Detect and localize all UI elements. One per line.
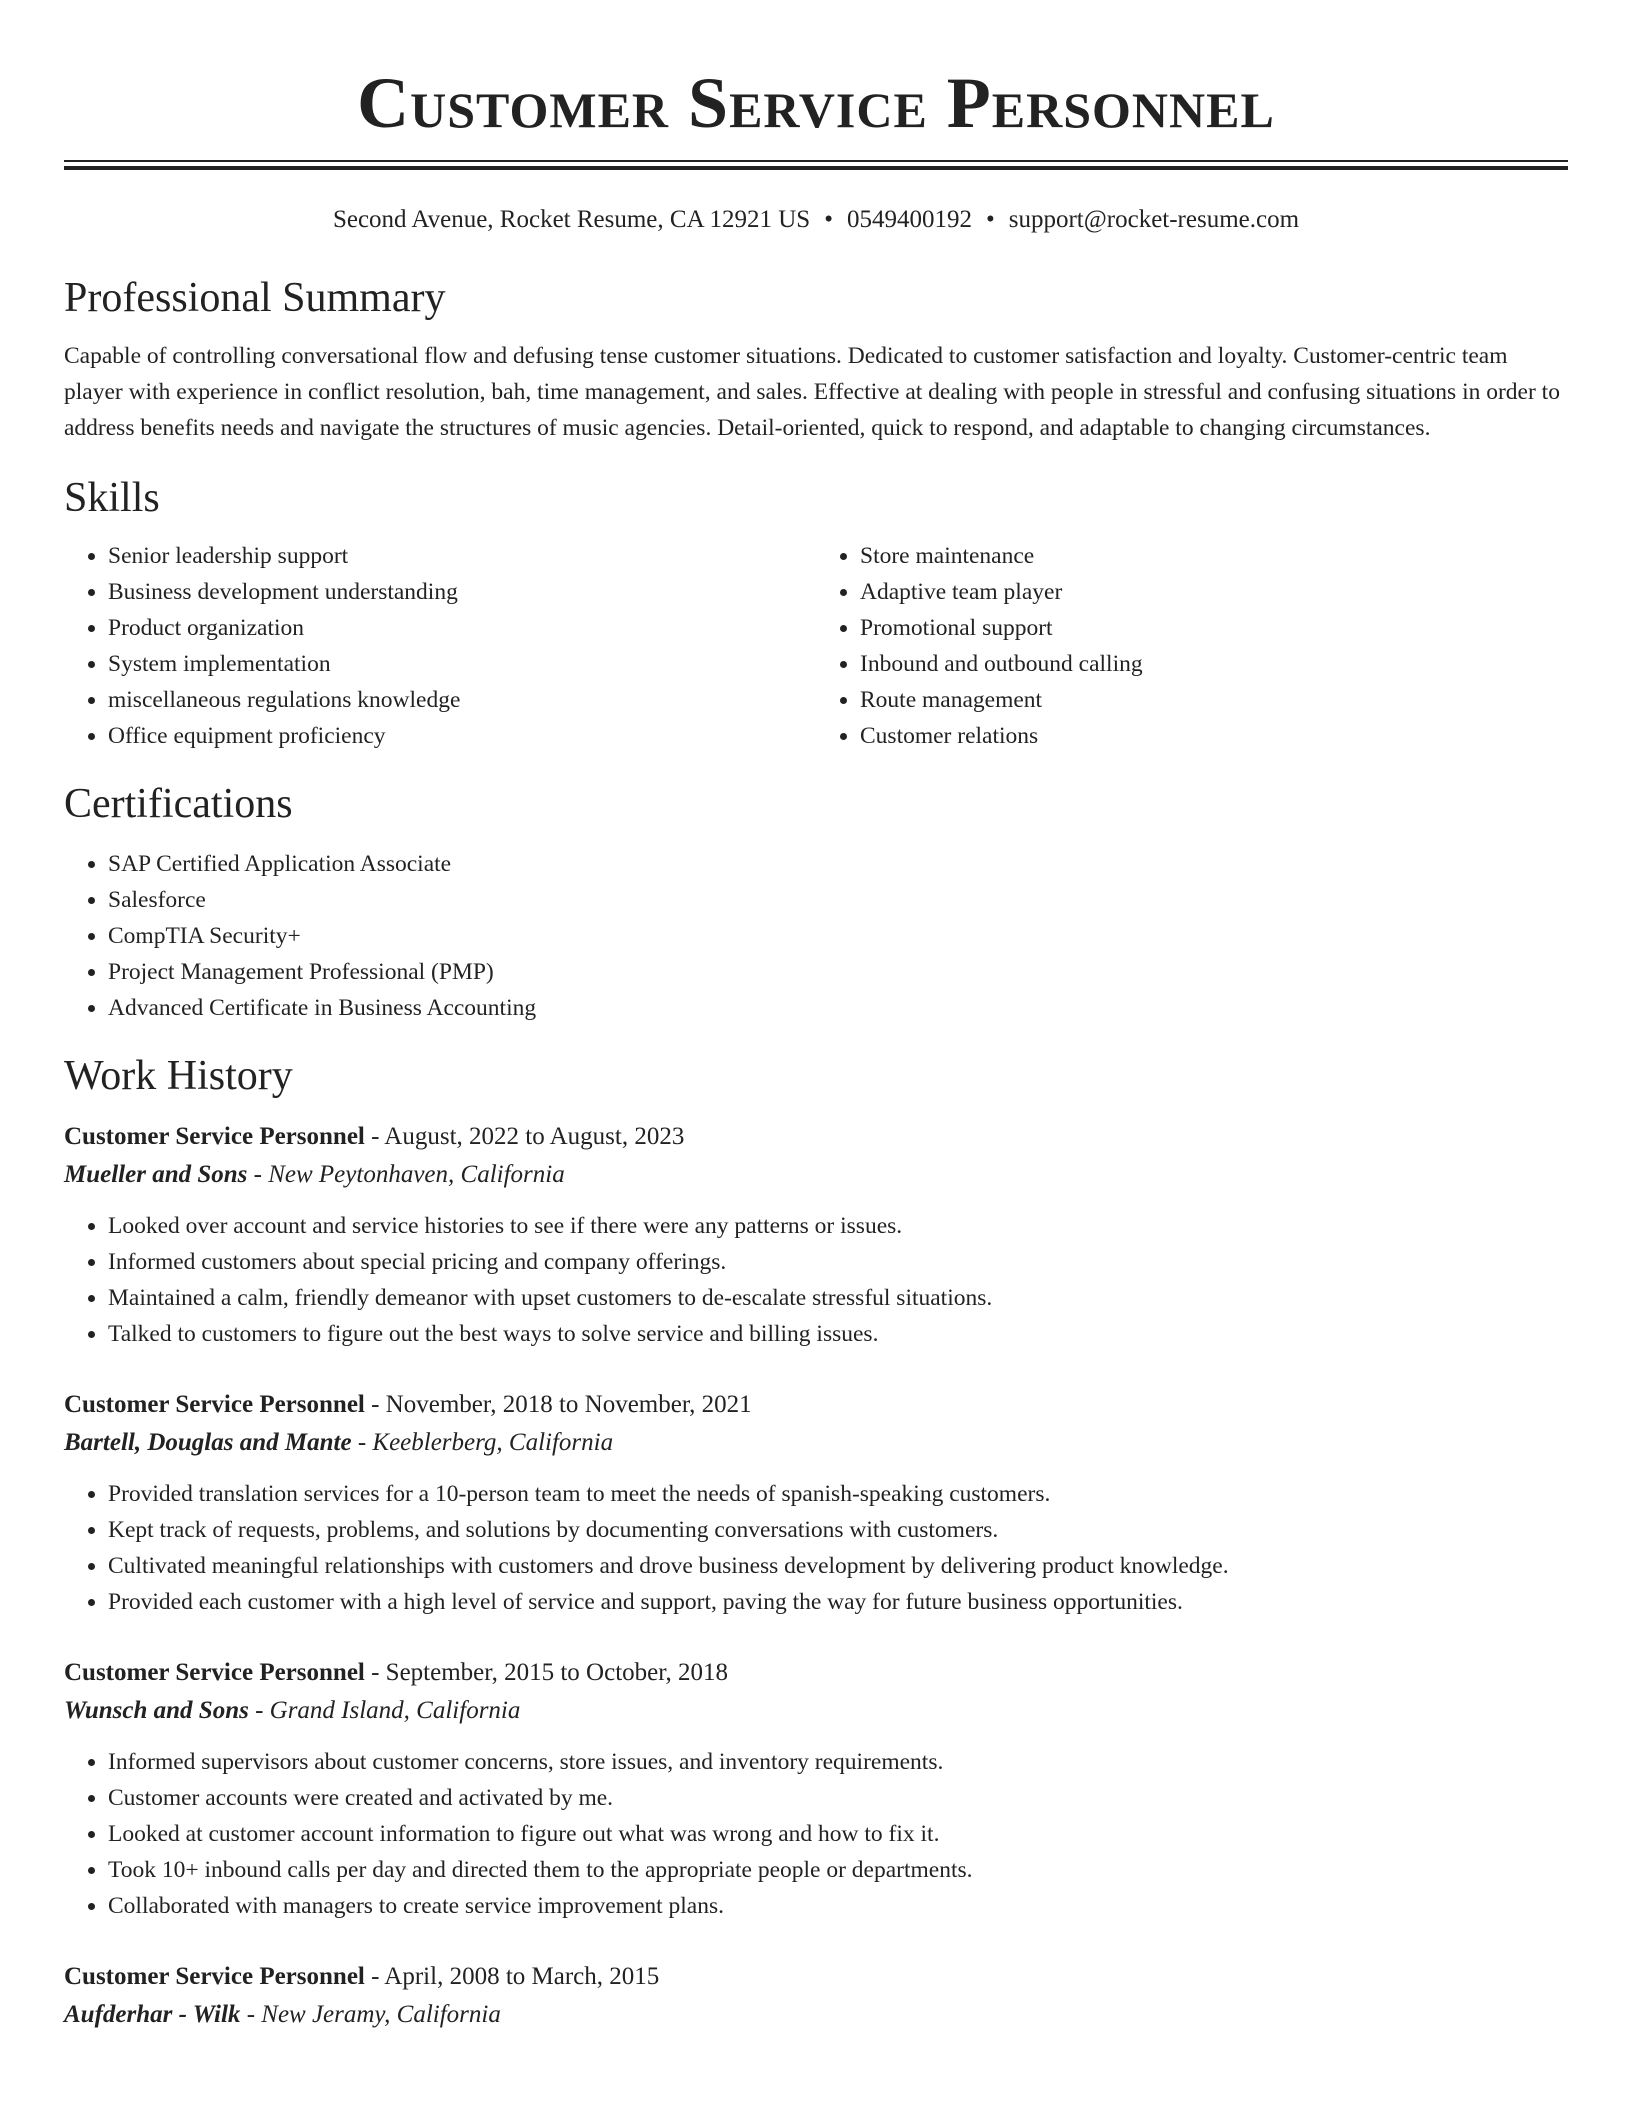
job-title: Customer Service Personnel xyxy=(64,1391,365,1418)
job-company: Mueller and Sons xyxy=(64,1161,248,1188)
skill-item: • Route management xyxy=(860,682,1568,718)
work-history-heading: Work History xyxy=(64,1053,293,1099)
job-dates: - August, 2022 to August, 2023 xyxy=(364,1123,685,1150)
job-location: - Grand Island, California xyxy=(248,1697,521,1724)
certification-item: • Salesforce xyxy=(108,882,1568,918)
job-bullet: • Kept track of requests, problems, and solutions by documenting conversations with customers. xyxy=(108,1512,1568,1548)
summary-heading: Professional Summary xyxy=(64,275,446,321)
skill-item: • Promotional support xyxy=(860,610,1568,646)
job-bullet: • Provided translation services for a 10-person team to meet the needs of spanish-speaking customers. xyxy=(108,1476,1568,1512)
skill-item: • System implementation xyxy=(108,646,816,682)
job-bullet: • Looked at customer account information to figure out what was wrong and how to fix it. xyxy=(108,1816,1568,1852)
summary-text: Capable of controlling conversational flow and defusing tense customer situations. Dedicated to customer satisfaction and loyalty. Customer-centric team player with experience in conflict resolution, bah, time management, and sales. Effective at dealing with people in stressful and confusing situations in order to address benefits needs and navigate the structures of music agencies. Detail-oriented, quick to respond, and adaptable to changing circumstances. xyxy=(64,343,1560,441)
job-company: Wunsch and Sons xyxy=(64,1697,249,1724)
job-bullet: • Informed customers about special pricing and company offerings. xyxy=(108,1244,1568,1280)
contact-phone: 0549400192 xyxy=(846,206,972,233)
skills-heading: Skills xyxy=(64,475,160,521)
job-location: - Keeblerberg, California xyxy=(351,1429,614,1456)
skill-item: • Store maintenance xyxy=(860,538,1568,574)
job-bullets xyxy=(64,1744,1568,1924)
job-bullet: • Cultivated meaningful relationships with customers and drove business development by delivering product knowledge. xyxy=(108,1548,1568,1584)
resume-name: Customer Service Personnel xyxy=(357,63,1275,143)
skill-item: • Customer relations xyxy=(860,718,1568,754)
skill-item: • Inbound and outbound calling xyxy=(860,646,1568,682)
job-bullet: • Talked to customers to figure out the best ways to solve service and billing issues. xyxy=(108,1316,1568,1352)
job-entry xyxy=(64,1654,1568,1924)
skill-item: • Senior leadership support xyxy=(108,538,816,574)
job-company-line xyxy=(64,1424,1568,1462)
certifications-list xyxy=(64,846,1568,1026)
skill-item: • Product organization xyxy=(108,610,816,646)
job-dates: - April, 2008 to March, 2015 xyxy=(364,1963,660,1990)
job-title: Customer Service Personnel xyxy=(64,1123,365,1150)
certification-item: • CompTIA Security+ xyxy=(108,918,1568,954)
skills-list-right xyxy=(816,538,1568,754)
job-title: Customer Service Personnel xyxy=(64,1659,365,1686)
certification-item: • Advanced Certificate in Business Accounting xyxy=(108,990,1568,1026)
job-company-line xyxy=(64,1996,1568,2034)
job-title-line xyxy=(64,1958,1568,1996)
job-location: - New Jeramy, California xyxy=(240,2001,501,2028)
job-bullets xyxy=(64,1476,1568,1620)
skill-item: • Adaptive team player xyxy=(860,574,1568,610)
job-bullet: • Maintained a calm, friendly demeanor with upset customers to de-escalate stressful situations. xyxy=(108,1280,1568,1316)
job-title-line xyxy=(64,1118,1568,1156)
skills-list-left xyxy=(64,538,816,754)
certification-item: • Project Management Professional (PMP) xyxy=(108,954,1568,990)
job-title: Customer Service Personnel xyxy=(64,1963,365,1990)
skill-item: • miscellaneous regulations knowledge xyxy=(108,682,816,718)
contact-email: support@rocket-resume.com xyxy=(1008,206,1300,233)
job-bullet: • Customer accounts were created and activated by me. xyxy=(108,1780,1568,1816)
job-title-line xyxy=(64,1386,1568,1424)
contact-separator: • xyxy=(985,206,995,233)
job-entry xyxy=(64,1118,1568,1352)
job-dates: - November, 2018 to November, 2021 xyxy=(364,1391,752,1418)
contact-separator: • xyxy=(824,206,833,233)
job-bullet: • Looked over account and service histories to see if there were any patterns or issues. xyxy=(108,1208,1568,1244)
job-bullet: • Collaborated with managers to create service improvement plans. xyxy=(108,1888,1568,1924)
job-title-line xyxy=(64,1654,1568,1692)
job-bullet: • Provided each customer with a high level of service and support, paving the way for future business opportunities. xyxy=(108,1584,1568,1620)
job-dates: - September, 2015 to October, 2018 xyxy=(364,1659,729,1686)
job-company: Aufderhar - Wilk xyxy=(64,2001,241,2028)
job-company-line xyxy=(64,1156,1568,1194)
job-entry xyxy=(64,1958,1568,2034)
job-entry xyxy=(64,1386,1568,1620)
skills-columns xyxy=(64,538,1568,754)
contact-address: Second Avenue, Rocket Resume, CA 12921 US xyxy=(332,206,811,233)
job-bullet: • Took 10+ inbound calls per day and directed them to the appropriate people or departments. xyxy=(108,1852,1568,1888)
contact-line xyxy=(64,204,1568,236)
header-rule xyxy=(64,160,1568,170)
job-bullet: • Informed supervisors about customer concerns, store issues, and inventory requirements. xyxy=(108,1744,1568,1780)
job-company-line xyxy=(64,1692,1568,1730)
job-bullets xyxy=(64,1208,1568,1352)
job-location: - New Peytonhaven, California xyxy=(247,1161,565,1188)
certifications-heading: Certifications xyxy=(64,781,293,827)
certification-item: • SAP Certified Application Associate xyxy=(108,846,1568,882)
job-company: Bartell, Douglas and Mante xyxy=(64,1429,352,1456)
skill-item: • Office equipment proficiency xyxy=(108,718,816,754)
skill-item: • Business development understanding xyxy=(108,574,816,610)
